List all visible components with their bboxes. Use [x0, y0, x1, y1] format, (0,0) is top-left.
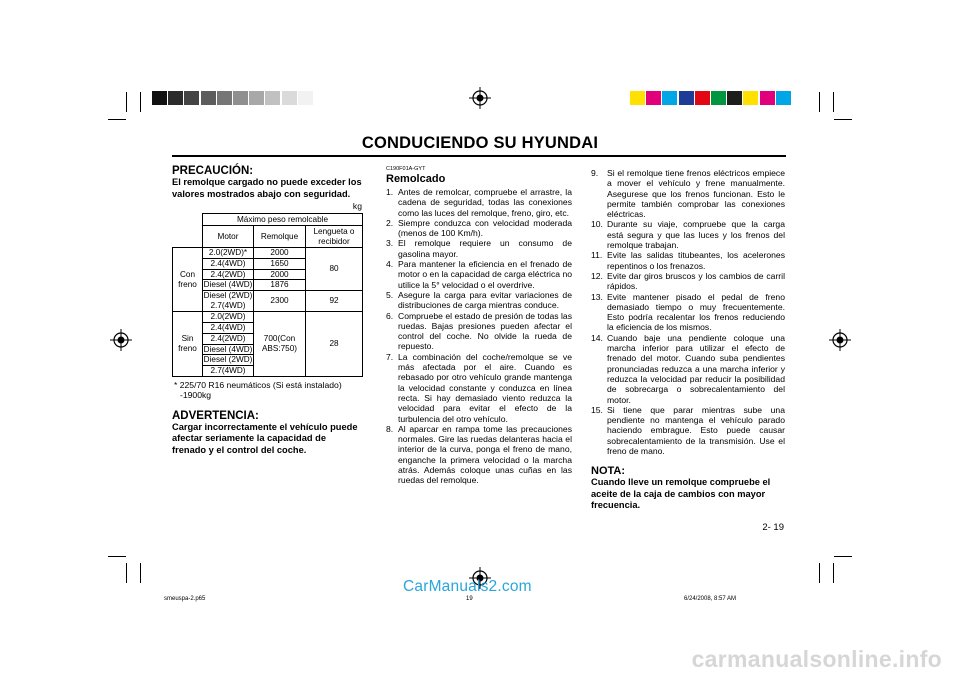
table-cell: Diesel (4WD) [203, 280, 253, 290]
calibration-swatch [168, 91, 183, 105]
unit-label: kg [352, 201, 362, 211]
table-cell: 700(Con ABS:750) [254, 312, 306, 377]
list-item [591, 333, 785, 405]
table-header-main: Máximo peso remolcable [203, 214, 363, 226]
note-text: Cuando lleve un remolque compruebe el aceite de la caja de cambios con mayor frecuencia. [591, 477, 771, 511]
list-item [591, 219, 785, 250]
list-item [386, 290, 572, 311]
table-cell: 2000 [254, 269, 306, 280]
calibration-swatch [760, 91, 775, 105]
watermark-carmanuals2: CarManuals2.com [403, 578, 532, 595]
list-item-number: 9. [591, 168, 599, 178]
table-cell: 2000 [254, 248, 306, 259]
column-middle [386, 166, 572, 486]
list-item-number: 2. [386, 217, 394, 228]
list-item [386, 259, 572, 290]
registration-mark-right [829, 329, 851, 351]
list-item-text: Si el remolque tiene frenos eléctricos empiece a mover el vehículo y frene manualmente. Asegurese que los frenos funcionan. Esto le permite también comprobar las conexiones eléctricas. [607, 168, 785, 220]
table-cell: Diesel (4WD) [203, 344, 253, 354]
list-item-number: 7. [386, 351, 394, 362]
table-cell: Diesel (2WD) [203, 355, 253, 365]
calibration-swatch [249, 91, 264, 105]
table-cell: 28 [306, 312, 363, 377]
warning-title: ADVERTENCIA: [172, 409, 259, 422]
list-item-text: Durante su viaje, compruebe que la carga está segura y que las luces y los frenos del remolque trabajan. [607, 219, 785, 251]
list-item-text: Evite mantener pisado el pedal de freno demasiado tiempo o muy frecuentemente. Esto podría recalentar los frenos reduciendo la eficiencia de los mismos. [607, 291, 785, 333]
section-code: C190F01A-GYT [386, 166, 426, 172]
note-title: NOTA: [591, 465, 626, 478]
list-item-text: Al aparcar en rampa tome las precauciones normales. Gire las ruedas delanteras hacia el interior de la curva, ponga el freno de mano, enganche la primera velocidad o la marcha atrás. Además coloque unas cuñas en las ruedas del remolque. [398, 423, 572, 486]
calibration-swatch [184, 91, 199, 105]
table-footnote: * 225/70 R16 neumáticos (Si está instalado) -1900kg [174, 379, 342, 401]
page-number: 2- 19 [762, 522, 784, 533]
calibration-swatch [282, 91, 297, 105]
table-cell: 2.4(2WD) [203, 269, 254, 280]
header-rule [172, 155, 786, 157]
list-item-text: Cuando baje una pendiente coloque una marcha inferior para utilizar el efecto de frenado del motor. Cuando suba pendientes pronunciadas reduzca a una marcha inferior y reduzca la velocidad par reducir la posibilidad de sobrecarga o sobrecalentamiento del motor. [607, 332, 785, 405]
list-item-number: 15. [591, 404, 603, 415]
calibration-swatch [201, 91, 216, 105]
table-cell: 1876 [254, 280, 306, 291]
column-left [172, 165, 362, 456]
list-item-number: 1. [386, 187, 394, 197]
table-cell: 2.4(4WD) [203, 322, 254, 333]
table-header-motor: Motor [203, 226, 254, 248]
list-item-text: Compruebe el estado de presión de todas las ruedas. Bajas presiones pueden afectar el control del coche. No olvide la rueda de repuesto. [398, 310, 572, 352]
list-item [386, 424, 572, 486]
list-item-number: 13. [591, 291, 603, 302]
list-item-number: 3. [386, 238, 394, 249]
calibration-swatch [217, 91, 232, 105]
list-item-number: 14. [591, 332, 603, 343]
list-item-text: Evite las salidas titubeantes, los acelerones repentinos o los frenazos. [607, 250, 785, 271]
list-item-number: 11. [591, 250, 603, 261]
calibration-swatch [265, 91, 280, 105]
list-item-text: La combinación del coche/remolque se ve más afectada por el aire. Cuando es rebasado por otro vehículo grande mantenga la velocidad constante y conduzca en línea recta. Si hay demasiado viento reduzca la velocidad para evitar el efecto de la turbulencia del otro vehículo. [398, 351, 572, 424]
table-header-lengueta: Lengueta o recibidor [306, 226, 363, 248]
list-item-text: Evite dar giros bruscos y los cambios de carril rápidos. [607, 270, 785, 292]
list-item [591, 250, 785, 271]
list-item-number: 4. [386, 259, 394, 270]
towing-weight-table [172, 213, 363, 377]
list-item-number: 6. [386, 310, 394, 321]
group-con-freno: Con freno [173, 248, 203, 312]
section-title: Remolcado [386, 173, 446, 185]
list-item-text: Siempre conduzca con velocidad moderada (menos de 100 Km/h). [398, 217, 572, 239]
caution-text: El remolque cargado no puede exceder los valores mostrados abajo con seguridad. [172, 177, 362, 199]
list-item [386, 218, 572, 239]
calibration-swatch [776, 91, 791, 105]
list-item-number: 8. [386, 423, 394, 434]
list-item-text: Antes de remolcar, compruebe el arrastre, la cadena de seguridad, todas las conexiones como las luces del remolque, freno, giro, etc. [398, 187, 572, 218]
table-cell: Diesel (2WD) 2.7(4WD) [203, 291, 253, 311]
list-item [591, 405, 785, 456]
list-item-number: 12. [591, 270, 603, 281]
watermark-carmanualsonline: carmanualsonline.info [691, 646, 942, 672]
calibration-swatch [630, 91, 645, 105]
warning-text: Cargar incorrectamente el vehículo puede afectar seriamente la capacidad de frenado y el control del coche. [172, 421, 358, 455]
calibration-swatch [298, 91, 313, 105]
table-cell: 2.0(2WD)* [203, 248, 254, 259]
table-cell: 2.4(2WD) [203, 333, 254, 344]
list-item-number: 5. [386, 289, 394, 300]
list-item-number: 10. [591, 219, 603, 230]
footer-date: 6/24/2008, 8:57 AM [684, 596, 737, 602]
calibration-swatch [711, 91, 726, 105]
footer-page: 19 [466, 596, 473, 602]
table-cell: 2.0(2WD) [203, 312, 254, 323]
list-item [386, 352, 572, 424]
table-cell: 2.4(4WD) [203, 258, 254, 269]
list-item-text: Asegure la carga para evitar variaciones de distribuciones de carga mientras conduce. [398, 289, 572, 311]
calibration-swatch [233, 91, 248, 105]
page-header-title: CONDUCIENDO SU HYUNDAI [361, 134, 599, 152]
list-item [386, 238, 572, 259]
calibration-swatch [152, 91, 167, 105]
list-item [591, 292, 785, 333]
list-item [591, 168, 785, 219]
registration-mark-top [469, 87, 491, 109]
table-cell: 2.7(4WD) [203, 366, 254, 377]
column-right [591, 168, 785, 512]
calibration-swatch [695, 91, 710, 105]
table-cell: 2300 [254, 291, 306, 312]
footer-filename: smeuspa-2.p65 [164, 596, 206, 602]
towing-steps-list [386, 187, 572, 486]
calibration-swatch [679, 91, 694, 105]
list-item [386, 187, 572, 218]
list-item-text: El remolque requiere un consumo de gasolina mayor. [398, 238, 572, 259]
table-cell: 80 [306, 248, 363, 291]
calibration-swatch [646, 91, 661, 105]
table-cell: 92 [306, 291, 363, 312]
calibration-swatch [662, 91, 677, 105]
calibration-swatch [743, 91, 758, 105]
registration-mark-left [110, 329, 132, 351]
list-item [591, 271, 785, 292]
table-header-remolque: Remolque [254, 226, 306, 248]
list-item [386, 311, 572, 352]
group-sin-freno: Sin freno [173, 312, 203, 377]
table-cell: 1650 [254, 258, 306, 269]
list-item-text: Si tiene que parar mientras sube una pendiente no mantenga el vehículo parado haciendo embrague. Esto puede causar sobrecalentamiento de la transmisión. Use el freno de mano. [607, 404, 785, 457]
caution-title: PRECAUCIÓN: [172, 165, 254, 177]
towing-steps-list-continued [591, 168, 785, 456]
calibration-swatch [727, 91, 742, 105]
list-item-text: Para mantener la eficiencia en el frenado de motor o en la capacidad de carga eléctrica no utilice la 5° velocidad o el overdrive. [398, 259, 572, 290]
